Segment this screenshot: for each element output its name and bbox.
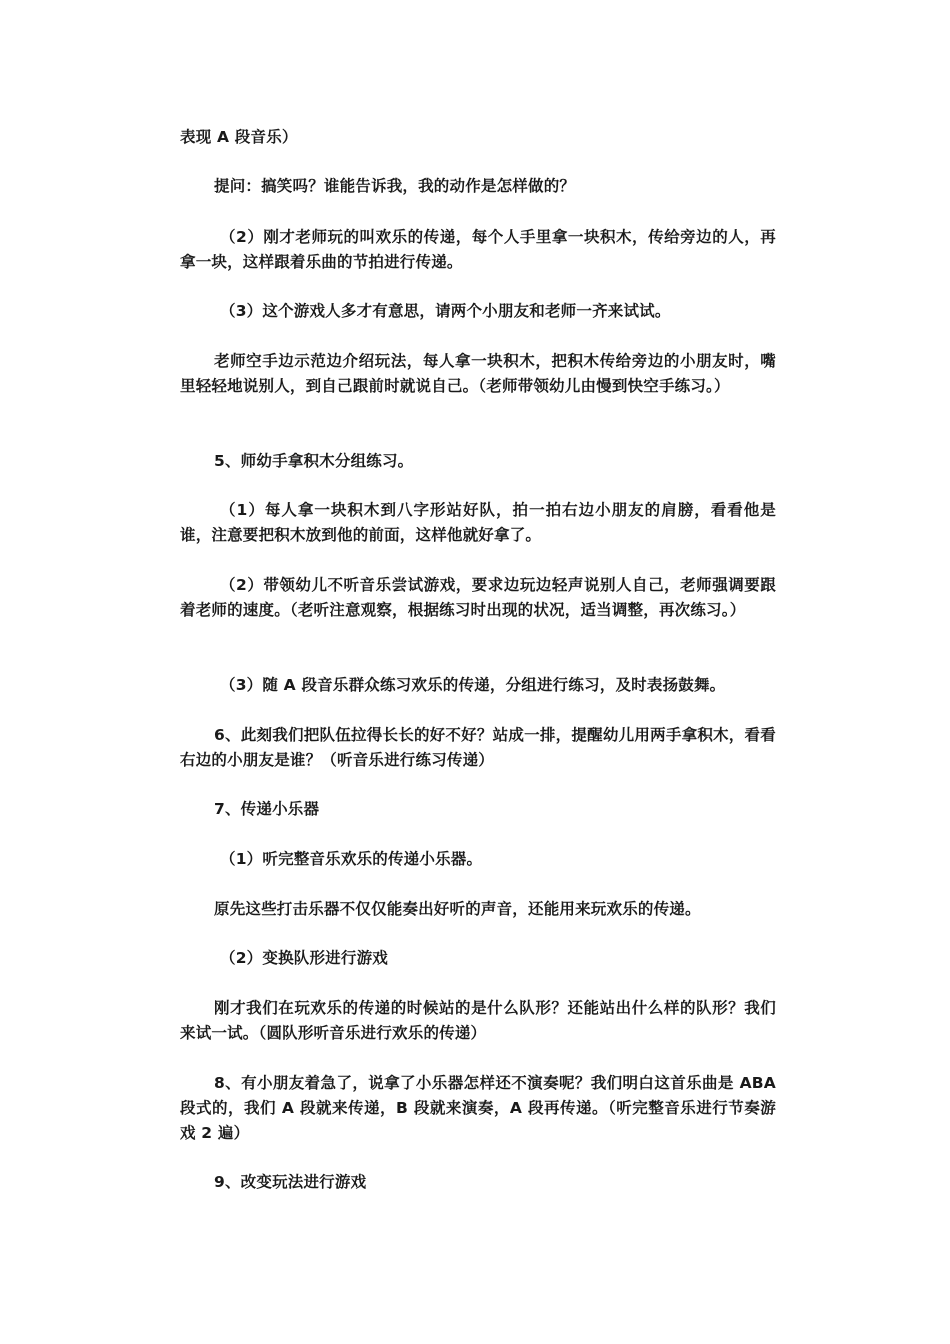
paragraph-15: 刚才我们在玩欢乐的传递的时候站的是什么队形？还能站出什么样的队形？我们来试一试。（圆队形听音乐进行欢乐的传递） [180, 999, 776, 1042]
paragraph-5: 老师空手边示范边介绍玩法，每人拿一块积木，把积木传给旁边的小朋友时，嘴里轻轻地说别人，到自己跟前时就说自己。（老师带领幼儿由慢到快空手练习。） [180, 352, 776, 395]
paragraph-3: （2）刚才老师玩的叫欢乐的传递，每个人手里拿一块积木，传给旁边的人，再拿一块，这样跟着乐曲的节拍进行传递。 [180, 228, 776, 271]
paragraph-8: （2）带领幼儿不听音乐尝试游戏，要求边玩边轻声说别人自己，老师强调要跟着老师的速度。（老听注意观察，根据练习时出现的状况，适当调整，再次练习。） [180, 576, 776, 619]
paragraph-9: （3）随 A 段音乐群众练习欢乐的传递，分组进行练习，及时表扬鼓舞。 [220, 676, 726, 694]
paragraph-6: 5、师幼手拿积木分组练习。 [214, 452, 414, 470]
paragraph-17: 9、改变玩法进行游戏 [214, 1173, 367, 1191]
paragraph-16: 8、有小朋友着急了，说拿了小乐器怎样还不演奏呢？我们明白这首乐曲是 ABA 段式的，我们 A 段就来传递，B 段就来演奏，A 段再传递。（听完整音乐进行节奏游戏 2 遍） [180, 1074, 776, 1142]
paragraph-2: 提问：搞笑吗？谁能告诉我，我的动作是怎样做的？ [214, 177, 576, 195]
paragraph-7: （1）每人拿一块积木到八字形站好队，拍一拍右边小朋友的肩膀，看看他是谁，注意要把积木放到他的前面，这样他就好拿了。 [180, 501, 776, 544]
paragraph-1: 表现 A 段音乐） [180, 128, 298, 146]
paragraph-10: 6、此刻我们把队伍拉得长长的好不好？站成一排，提醒幼儿用两手拿积木，看看右边的小朋友是谁？（听音乐进行练习传递） [180, 726, 776, 769]
paragraph-14: （2）变换队形进行游戏 [220, 949, 388, 967]
paragraph-11: 7、传递小乐器 [214, 800, 320, 818]
paragraph-4: （3）这个游戏人多才有意思，请两个小朋友和老师一齐来试试。 [220, 302, 671, 320]
paragraph-12: （1）听完整音乐欢乐的传递小乐器。 [220, 850, 483, 868]
paragraph-13: 原先这些打击乐器不仅仅能奏出好听的声音，还能用来玩欢乐的传递。 [214, 900, 701, 918]
